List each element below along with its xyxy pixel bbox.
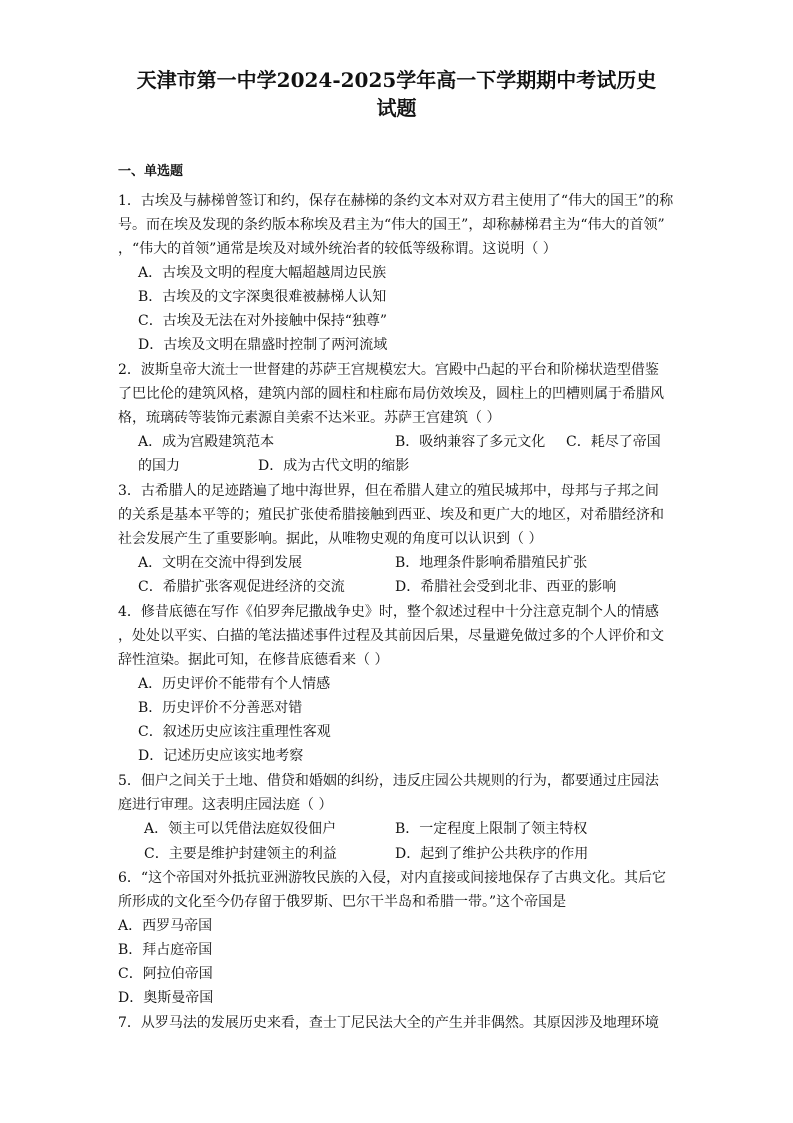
q5-line-2: 庭进行审理。这表明庄园法庭（ ） bbox=[118, 797, 333, 813]
q5-option-d: D．起到了维护公共秩序的作用 bbox=[395, 846, 589, 862]
q1-line-1: 1．古埃及与赫梯曾签订和约，保存在赫梯的条约文本对双方君主使用了“伟大的国王”的称 bbox=[118, 193, 674, 209]
q3-line-1: 3．古希腊人的足迹踏遍了地中海世界，但在希腊人建立的殖民城邦中，母邦与子邦之间 bbox=[118, 483, 659, 499]
q3-option-c: C．希腊扩张客观促进经济的交流 bbox=[138, 579, 345, 595]
q1-option-a: A．古埃及文明的程度大幅超越周边民族 bbox=[138, 265, 387, 281]
document-title bbox=[60, 66, 733, 122]
q5-option-c: C．主要是维护封建领主的利益 bbox=[144, 846, 337, 862]
q2-line-2: 了巴比伦的建筑风格，建筑内部的圆柱和柱廊布局仿效埃及，圆柱上的凹槽则属于希腊风 bbox=[118, 386, 664, 402]
q1-line-3: ，“伟大的首领”通常是埃及对域外统治者的较低等级称谓。这说明（ ） bbox=[118, 241, 557, 257]
q4-line-2: ，处处以平实、白描的笔法描述事件过程及其前因后果，尽量避免做过多的个人评价和文 bbox=[118, 628, 664, 644]
section-heading: 一、单选题 bbox=[118, 164, 184, 179]
q5-option-b: B．一定程度上限制了领主特权 bbox=[395, 821, 588, 837]
q4-line-1: 4．修昔底德在写作《伯罗奔尼撒战争史》时，整个叙述过程中十分注意克制个人的情感 bbox=[118, 604, 659, 620]
q2-option-c-continued: 的国力 bbox=[138, 458, 180, 474]
q1-option-b: B．古埃及的文字深奥很难被赫梯人认知 bbox=[138, 289, 387, 305]
q2-line-1: 2．波斯皇帝大流士一世督建的苏萨王宫规模宏大。宫殿中凸起的平台和阶梯状造型借鉴 bbox=[118, 362, 659, 378]
q5-option-a: A．领主可以凭借法庭奴役佃户 bbox=[144, 821, 337, 837]
q6-option-c: C．阿拉伯帝国 bbox=[118, 966, 213, 982]
q3-option-a: A．文明在交流中得到发展 bbox=[138, 555, 303, 571]
q4-option-a: A．历史评价不能带有个人情感 bbox=[138, 676, 331, 692]
q6-option-a: A．西罗马帝国 bbox=[118, 918, 213, 934]
q6-option-d: D．奥斯曼帝国 bbox=[118, 990, 214, 1006]
title-line-1: 天津市第一中学2024-2025学年高一下学期期中考试历史 bbox=[136, 68, 657, 92]
q3-line-3: 社会发展产生了重要影响。据此，从唯物史观的角度可以认识到（ ） bbox=[118, 531, 543, 547]
q4-line-3: 辞性渲染。据此可知，在修昔底德看来（ ） bbox=[118, 652, 389, 668]
q3-option-d: D．希腊社会受到北非、西亚的影响 bbox=[395, 579, 617, 595]
q4-option-b: B．历史评价不分善恶对错 bbox=[138, 700, 303, 716]
q6-option-b: B．拜占庭帝国 bbox=[118, 942, 213, 958]
q4-option-c: C．叙述历史应该注重理性客观 bbox=[138, 724, 331, 740]
q1-option-c: C．古埃及无法在对外接触中保持“独尊” bbox=[138, 313, 388, 329]
q2-line-3: 格，琉璃砖等装饰元素源自美索不达米亚。苏萨王宫建筑（ ） bbox=[118, 410, 501, 426]
q1-option-d: D．古埃及文明在鼎盛时控制了两河流域 bbox=[138, 337, 388, 353]
q2-option-b: B．吸纳兼容了多元文化 bbox=[395, 434, 546, 450]
q5-line-1: 5．佃户之间关于土地、借贷和婚姻的纠纷，违反庄园公共规则的行为，都要通过庄园法 bbox=[118, 773, 659, 789]
q6-line-1: 6．“这个帝国对外抵抗亚洲游牧民族的入侵，对内直接或间接地保存了古典文化。其后它 bbox=[118, 870, 667, 886]
q2-option-a: A．成为宫殿建筑范本 bbox=[138, 434, 275, 450]
q1-line-2: 号。而在埃及发现的条约版本称埃及君主为“伟大的国王”，却称赫梯君主为“伟大的首领” bbox=[118, 217, 665, 233]
q7-line-1: 7．从罗马法的发展历史来看，查士丁尼民法大全的产生并非偶然。其原因涉及地理环境 bbox=[118, 1015, 659, 1031]
q6-line-2: 所形成的文化至今仍存留于俄罗斯、巴尔干半岛和希腊一带。”这个帝国是 bbox=[118, 894, 567, 910]
q4-option-d: D．记述历史应该实地考察 bbox=[138, 748, 304, 764]
q3-line-2: 的关系是基本平等的；殖民扩张使希腊接触到西亚、埃及和更广大的地区，对希腊经济和 bbox=[118, 507, 664, 523]
q2-option-d: D．成为古代文明的缩影 bbox=[258, 458, 410, 474]
q3-option-b: B．地理条件影响希腊殖民扩张 bbox=[395, 555, 588, 571]
q2-option-c: C．耗尽了帝国 bbox=[566, 434, 661, 450]
title-line-2: 试题 bbox=[376, 96, 417, 120]
